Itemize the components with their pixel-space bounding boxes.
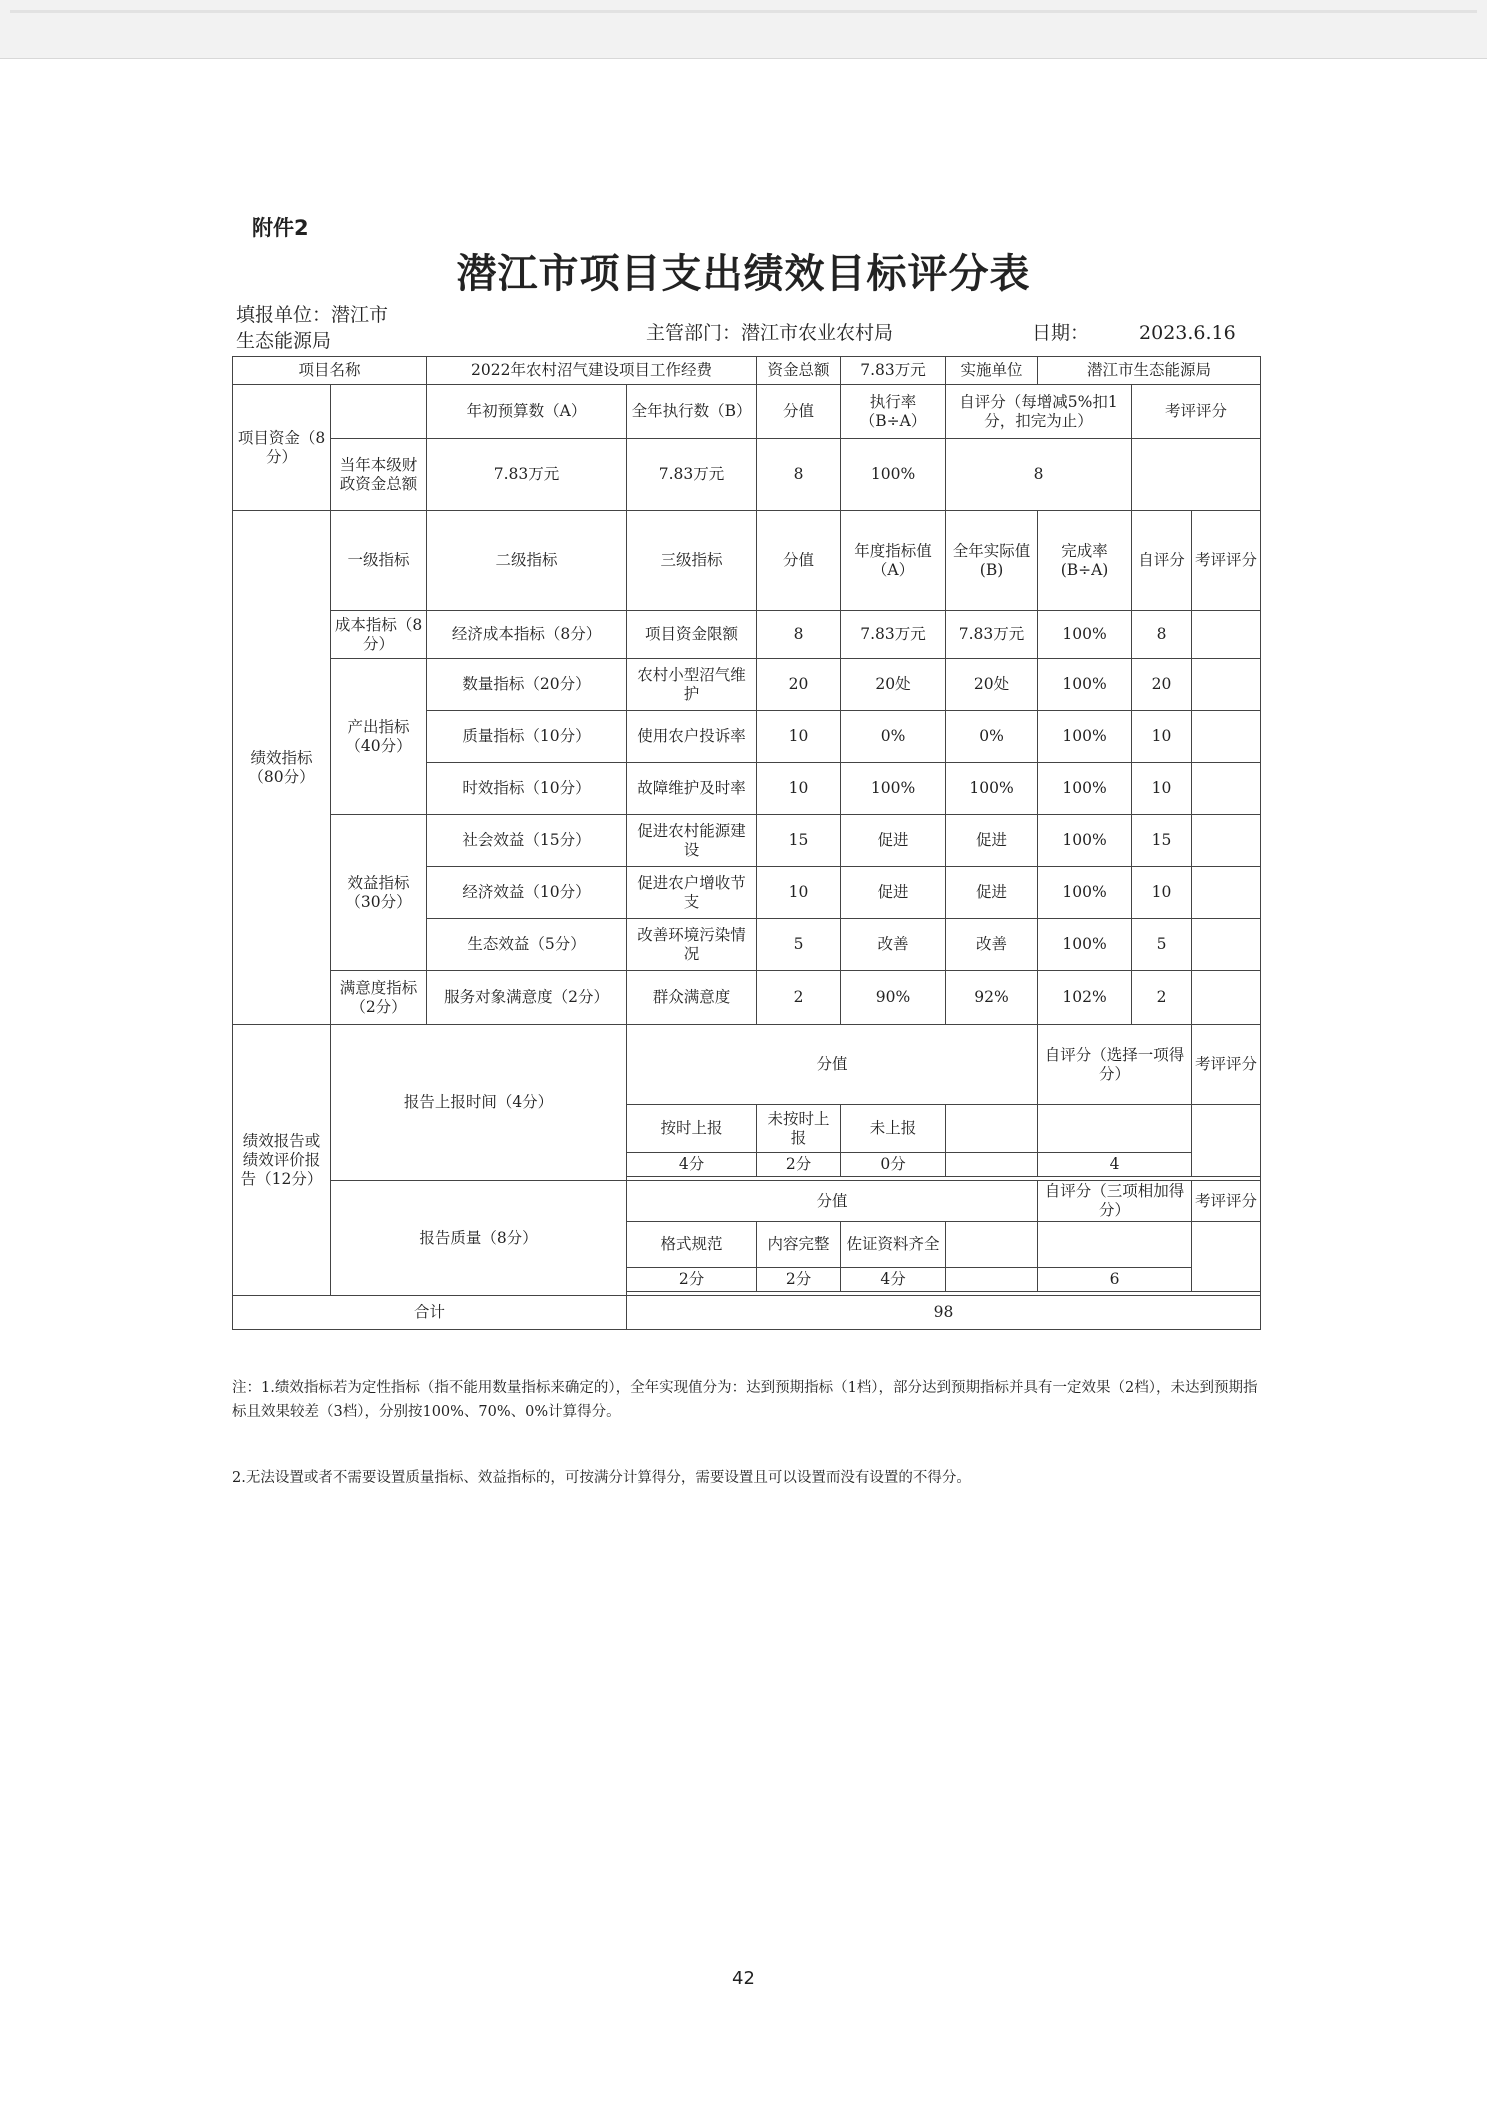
perf-rate: 100% <box>1038 763 1132 815</box>
fill-unit-label: 填报单位：潜江市 <box>236 304 389 326</box>
ph-l1: 一级指标 <box>331 511 427 611</box>
funds-header-row <box>233 385 1261 439</box>
score-table <box>232 356 1261 1330</box>
perf-actual: 92% <box>946 971 1038 1025</box>
report-opt-late: 未按时上报 <box>757 1105 841 1153</box>
perf-rate: 100% <box>1038 867 1132 919</box>
perf-rate: 100% <box>1038 919 1132 971</box>
fill-unit <box>236 302 388 354</box>
funds-review <box>1132 439 1261 511</box>
report-quality-review-hdr: 考评评分 <box>1192 1181 1261 1222</box>
report-quality-score-hdr: 分值 <box>627 1181 1038 1222</box>
perf-self: 10 <box>1132 711 1192 763</box>
perf-header-row <box>233 511 1261 611</box>
perf-rate: 100% <box>1038 815 1132 867</box>
perf-review <box>1192 711 1261 763</box>
perf-target: 20处 <box>841 659 946 711</box>
perf-l3: 群众满意度 <box>627 971 757 1025</box>
perf-target: 促进 <box>841 867 946 919</box>
ph-score: 分值 <box>757 511 841 611</box>
perf-row <box>233 815 1261 867</box>
cost-label: 成本指标（8分） <box>331 611 427 659</box>
perf-label: 绩效指标（80分） <box>233 511 331 1025</box>
report-opt-evidence: 佐证资料齐全 <box>841 1222 946 1268</box>
report-quality-self-blank <box>1038 1222 1192 1268</box>
report-val2-blank <box>946 1268 1038 1292</box>
h-self: 自评分（每增减5%扣1分，扣完为止） <box>946 385 1132 439</box>
impl-unit-value: 潜江市生态能源局 <box>1038 357 1261 385</box>
ph-self: 自评分 <box>1132 511 1192 611</box>
fill-unit-cont: 生态能源局 <box>236 330 332 352</box>
project-name-label: 项目名称 <box>233 357 427 385</box>
perf-self: 20 <box>1132 659 1192 711</box>
h-rate: 执行率（B÷A） <box>841 385 946 439</box>
report-time-label: 报告上报时间（4分） <box>331 1025 627 1181</box>
report-time-score-hdr: 分值 <box>627 1025 1038 1105</box>
perf-score: 8 <box>757 611 841 659</box>
perf-score: 15 <box>757 815 841 867</box>
report-opt-none: 未上报 <box>841 1105 946 1153</box>
perf-target: 0% <box>841 711 946 763</box>
ph-review: 考评评分 <box>1192 511 1261 611</box>
funds-exec: 7.83万元 <box>627 439 757 511</box>
report-opt-content: 内容完整 <box>757 1222 841 1268</box>
attachment-label: 附件2 <box>252 216 309 240</box>
perf-score: 5 <box>757 919 841 971</box>
perf-review <box>1192 611 1261 659</box>
report-time-self: 4 <box>1038 1153 1192 1177</box>
funds-row-label: 当年本级财政资金总额 <box>331 439 427 511</box>
perf-rate: 100% <box>1038 711 1132 763</box>
perf-self: 10 <box>1132 867 1192 919</box>
perf-target: 促进 <box>841 815 946 867</box>
total-row <box>233 1296 1261 1330</box>
perf-l3: 促进农户增收节支 <box>627 867 757 919</box>
funds-budget: 7.83万元 <box>427 439 627 511</box>
h-score: 分值 <box>757 385 841 439</box>
ph-actual: 全年实际值(B) <box>946 511 1038 611</box>
h-budget: 年初预算数（A） <box>427 385 627 439</box>
perf-actual: 改善 <box>946 919 1038 971</box>
perf-rate: 102% <box>1038 971 1132 1025</box>
perf-l2: 经济效益（10分） <box>427 867 627 919</box>
viewer-top-bar <box>0 0 1487 59</box>
note-2: 2.无法设置或者不需要设置质量指标、效益指标的，可按满分计算得分，需要设置且可以设置而没有设置的不得分。 <box>232 1470 971 1486</box>
funds-score: 8 <box>757 439 841 511</box>
funds-self: 8 <box>946 439 1132 511</box>
report-val-content: 2分 <box>757 1268 841 1292</box>
report-quality-review <box>1192 1222 1261 1292</box>
perf-l2: 经济成本指标（8分） <box>427 611 627 659</box>
perf-target: 100% <box>841 763 946 815</box>
perf-l2: 服务对象满意度（2分） <box>427 971 627 1025</box>
report-time-review <box>1192 1105 1261 1177</box>
perf-target: 90% <box>841 971 946 1025</box>
note-1: 注：1.绩效指标若为定性指标（指不能用数量指标来确定的），全年实现值分为：达到预期指标（1档），部分达到预期指标并具有一定效果（2档），未达到预期指标且效果较差（3档），分别按100%、70%、0%计算得分。 <box>232 1380 1258 1420</box>
perf-target: 7.83万元 <box>841 611 946 659</box>
perf-l3: 项目资金限额 <box>627 611 757 659</box>
ph-l3: 三级指标 <box>627 511 757 611</box>
fund-total-value: 7.83万元 <box>841 357 946 385</box>
perf-review <box>1192 815 1261 867</box>
report-val-blank <box>946 1153 1038 1177</box>
report-time-blank <box>946 1105 1038 1153</box>
perf-score: 20 <box>757 659 841 711</box>
report-quality-self: 6 <box>1038 1268 1192 1292</box>
funds-rate: 100% <box>841 439 946 511</box>
report-quality-header <box>233 1181 1261 1222</box>
perf-actual: 0% <box>946 711 1038 763</box>
perf-actual: 100% <box>946 763 1038 815</box>
perf-score: 10 <box>757 763 841 815</box>
project-name: 2022年农村沼气建设项目工作经费 <box>427 357 757 385</box>
perf-review <box>1192 659 1261 711</box>
ph-target: 年度指标值（A） <box>841 511 946 611</box>
perf-review <box>1192 919 1261 971</box>
viewer-top-line <box>10 10 1477 13</box>
report-time-self-blank <box>1038 1105 1192 1153</box>
report-label: 绩效报告或绩效评价报告（12分） <box>233 1025 331 1296</box>
perf-l3: 农村小型沼气维护 <box>627 659 757 711</box>
total-label: 合计 <box>233 1296 627 1330</box>
perf-score: 2 <box>757 971 841 1025</box>
perf-review <box>1192 867 1261 919</box>
supervising-dept: 主管部门：潜江市农业农村局 <box>646 322 894 344</box>
report-quality-label: 报告质量（8分） <box>331 1181 627 1296</box>
perf-l2: 质量指标（10分） <box>427 711 627 763</box>
perf-l2: 时效指标（10分） <box>427 763 627 815</box>
total-value: 98 <box>627 1296 1261 1330</box>
page-title: 潜江市项目支出绩效目标评分表 <box>456 251 1031 297</box>
perf-actual: 20处 <box>946 659 1038 711</box>
perf-self: 15 <box>1132 815 1192 867</box>
perf-l3: 促进农村能源建设 <box>627 815 757 867</box>
perf-self: 5 <box>1132 919 1192 971</box>
funds-blank <box>331 385 427 439</box>
date <box>1032 318 1236 345</box>
h-exec: 全年执行数（B） <box>627 385 757 439</box>
benefit-label: 效益指标（30分） <box>331 815 427 971</box>
output-label: 产出指标（40分） <box>331 659 427 815</box>
perf-actual: 促进 <box>946 867 1038 919</box>
page-number: 42 <box>732 1968 755 1989</box>
date-value: 2023.6.16 <box>1139 322 1236 344</box>
funds-row <box>233 439 1261 511</box>
report-quality-self-hdr: 自评分（三项相加得分） <box>1038 1181 1192 1222</box>
perf-actual: 促进 <box>946 815 1038 867</box>
perf-target: 改善 <box>841 919 946 971</box>
perf-l3: 改善环境污染情况 <box>627 919 757 971</box>
perf-self: 8 <box>1132 611 1192 659</box>
report-val-none: 0分 <box>841 1153 946 1177</box>
report-val-ontime: 4分 <box>627 1153 757 1177</box>
project-row <box>233 357 1261 385</box>
ph-l2: 二级指标 <box>427 511 627 611</box>
perf-score: 10 <box>757 711 841 763</box>
report-time-self-hdr: 自评分（选择一项得分） <box>1038 1025 1192 1105</box>
perf-rate: 100% <box>1038 611 1132 659</box>
funds-label: 项目资金（8分） <box>233 385 331 511</box>
report-opt-format: 格式规范 <box>627 1222 757 1268</box>
report-opt-ontime: 按时上报 <box>627 1105 757 1153</box>
report-val-evidence: 4分 <box>841 1268 946 1292</box>
perf-row <box>233 659 1261 711</box>
perf-row <box>233 971 1261 1025</box>
perf-self: 10 <box>1132 763 1192 815</box>
fund-total-label: 资金总额 <box>757 357 841 385</box>
perf-l3: 使用农户投诉率 <box>627 711 757 763</box>
perf-l3: 故障维护及时率 <box>627 763 757 815</box>
report-val-late: 2分 <box>757 1153 841 1177</box>
perf-l2: 生态效益（5分） <box>427 919 627 971</box>
report-quality-blank <box>946 1222 1038 1268</box>
perf-l2: 数量指标（20分） <box>427 659 627 711</box>
report-time-review-hdr: 考评评分 <box>1192 1025 1261 1105</box>
satisfaction-label: 满意度指标（2分） <box>331 971 427 1025</box>
report-val-format: 2分 <box>627 1268 757 1292</box>
date-label: 日期： <box>1032 322 1090 344</box>
perf-actual: 7.83万元 <box>946 611 1038 659</box>
perf-score: 10 <box>757 867 841 919</box>
perf-l2: 社会效益（15分） <box>427 815 627 867</box>
perf-review <box>1192 763 1261 815</box>
report-time-header <box>233 1025 1261 1105</box>
perf-row <box>233 611 1261 659</box>
perf-rate: 100% <box>1038 659 1132 711</box>
perf-self: 2 <box>1132 971 1192 1025</box>
ph-rate: 完成率(B÷A) <box>1038 511 1132 611</box>
impl-unit-label: 实施单位 <box>946 357 1038 385</box>
h-review: 考评评分 <box>1132 385 1261 439</box>
perf-review <box>1192 971 1261 1025</box>
